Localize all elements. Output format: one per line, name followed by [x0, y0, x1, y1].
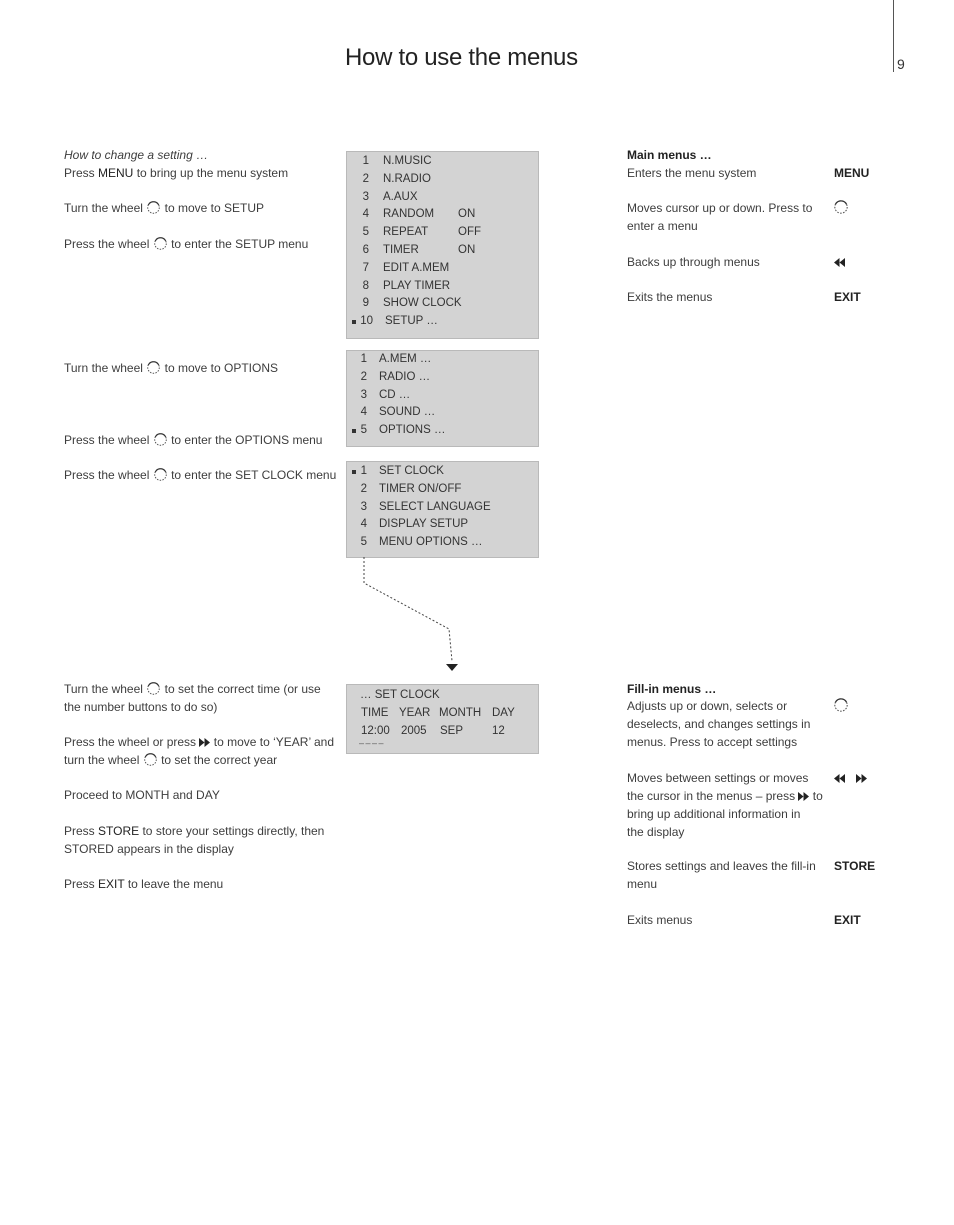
clock-value-day: 12: [492, 725, 505, 737]
fill-item-exit: Exits menus: [627, 913, 693, 927]
menu-row-selected: 10 SETUP …: [347, 313, 538, 331]
fill-item-move: Moves between settings or moves the cursor in the menus – press to bring up additional information in the display: [627, 771, 823, 839]
menu-row: 2 N.RADIO: [362, 172, 431, 185]
setup-menu-display: [346, 350, 539, 447]
step-turn-to-setup: Turn the wheel to move to SETUP: [64, 201, 264, 215]
menu-row: 3 SELECT LANGUAGE: [360, 500, 491, 513]
clock-header-year: YEAR: [399, 707, 431, 719]
forward-icon: [798, 792, 809, 801]
page-number: 9: [897, 56, 905, 72]
menu-row: 3 CD …: [360, 388, 411, 401]
menu-row: 1 N.MUSIC: [362, 155, 432, 167]
menu-row: 2 RADIO …: [360, 370, 431, 383]
rewind-icon: [834, 258, 845, 267]
step-move-to-year: Press the wheel or press to move to ‘YEAR’ and turn the wheel to set the correct year: [64, 735, 335, 767]
options-menu-display: [346, 461, 539, 558]
menu-row: 5 MENU OPTIONS …: [360, 536, 483, 549]
main-item-back: Backs up through menus: [627, 255, 760, 269]
menu-row: 8 PLAY TIMER: [362, 279, 451, 292]
wheel-icon: [143, 752, 158, 767]
exit-key: EXIT: [834, 913, 861, 927]
set-clock-title: … SET CLOCK: [360, 689, 440, 701]
clock-header-day: DAY: [492, 707, 515, 719]
step-press-store: Press STORE to store your settings directly, then STORED appears in the display: [64, 824, 325, 856]
menu-row: 3 A.AUX: [362, 190, 418, 203]
step-proceed-month-day: Proceed to MONTH and DAY: [64, 788, 220, 802]
main-item-exit: Exits the menus: [627, 290, 713, 304]
menu-row-selected: 1 SET CLOCK: [347, 463, 538, 481]
step-turn-to-options: Turn the wheel to move to OPTIONS: [64, 361, 278, 375]
clock-value-year: 2005: [401, 725, 427, 737]
step-enter-set-clock: Press the wheel to enter the SET CLOCK menu: [64, 468, 337, 482]
menu-row: 6 TIMER ON: [362, 243, 476, 256]
page-title: How to use the menus: [345, 44, 578, 71]
set-clock-display: [346, 684, 539, 754]
wheel-icon: [146, 360, 161, 375]
menu-row: 7 EDIT A.MEM: [362, 261, 450, 274]
forward-icon: [856, 774, 867, 783]
menu-key: MENU: [834, 166, 870, 180]
main-menu-display: [346, 151, 539, 339]
menu-row-selected: 5 OPTIONS …: [347, 422, 538, 440]
step-press-exit: Press EXIT to leave the menu: [64, 877, 224, 891]
menu-row: 5 REPEAT OFF: [362, 226, 481, 239]
store-key: STORE: [834, 859, 876, 873]
main-item-cursor: Moves cursor up or down. Press to enter a menu: [627, 201, 813, 233]
fill-item-adjust: Adjusts up or down, selects or deselects, and changes settings in menus. Press to accept settings: [627, 699, 811, 749]
step-enter-options: Press the wheel to enter the OPTIONS menu: [64, 433, 323, 447]
fill-item-store: Stores settings and leaves the fill-in menu: [627, 859, 816, 891]
step-enter-setup: Press the wheel to enter the SETUP menu: [64, 237, 309, 251]
wheel-icon: [153, 467, 168, 482]
wheel-icon: [153, 236, 168, 251]
clock-header-time: TIME: [361, 707, 389, 719]
wheel-icon: [153, 432, 168, 447]
clock-edit-cursor: – – – –: [359, 738, 384, 748]
main-item-enter: Enters the menu system: [627, 166, 757, 180]
main-menus-heading: Main menus …: [627, 148, 712, 162]
fill-in-menus-heading: Fill-in menus …: [627, 682, 717, 696]
menu-row: 9 SHOW CLOCK: [362, 297, 462, 310]
menu-row: 2 TIMER ON/OFF: [360, 482, 462, 495]
wheel-icon: [833, 199, 849, 215]
wheel-icon: [833, 697, 849, 713]
rewind-icon: [834, 774, 845, 783]
exit-key: EXIT: [834, 290, 861, 304]
menu-row: 4 RANDOM ON: [362, 208, 476, 221]
clock-value-time: 12:00: [361, 725, 390, 737]
header-divider: [893, 0, 894, 72]
menu-row: 1 A.MEM …: [360, 353, 432, 365]
connector-arrow: [355, 557, 465, 673]
clock-value-month: SEP: [440, 725, 464, 737]
section-heading-change-setting: How to change a setting …: [64, 148, 209, 162]
forward-icon: [199, 738, 210, 747]
wheel-icon: [146, 200, 161, 215]
menu-row: 4 SOUND …: [360, 406, 436, 419]
clock-header-month: MONTH: [439, 707, 482, 719]
step-press-menu: Press MENU to bring up the menu system: [64, 166, 289, 180]
step-set-time: Turn the wheel to set the correct time (or use the number buttons to do so): [64, 682, 321, 714]
menu-row: 4 DISPLAY SETUP: [360, 518, 469, 531]
wheel-icon: [146, 681, 161, 696]
